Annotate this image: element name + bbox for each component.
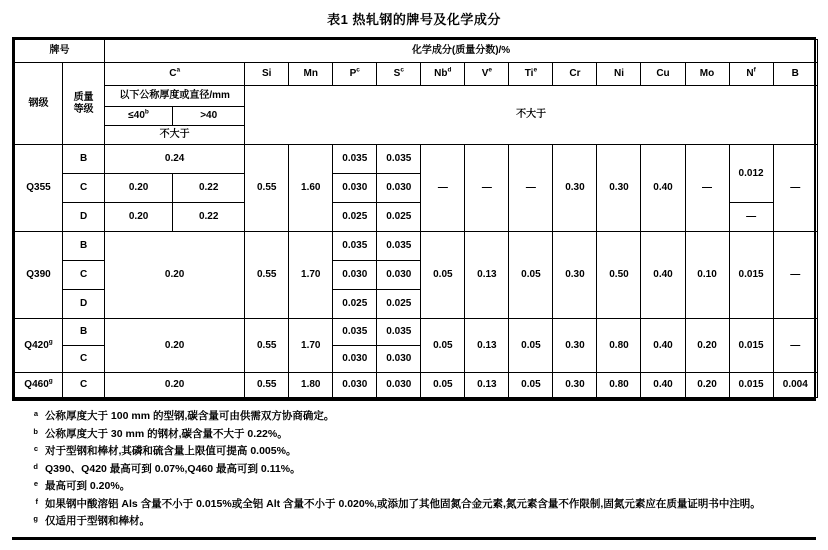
cell-c-q420: 0.20 [105,319,245,373]
header-thickness-gt40: >40 [173,107,245,126]
cell-p-q460-c: 0.030 [333,373,377,398]
cell-s-q355-c: 0.030 [377,174,421,203]
cell-s-q420-b: 0.035 [377,319,421,346]
footnote-f-mark: f [35,496,38,506]
cell-c-le40-q355-c: 0.20 [105,174,173,203]
cell-n-q355-d: — [729,203,773,232]
cell-s-q420-c: 0.030 [377,346,421,373]
cell-grade-q420: Q420$^g$ [15,319,63,373]
header-element-s: $S^c$ [377,63,421,86]
cell-quality-q390-c: C [63,261,105,290]
cell-grade-q390: Q390 [15,232,63,319]
cell-cr-q460: 0.30 [553,373,597,398]
header-element-ti: Ti$^e$ [509,63,553,86]
header-carbon [105,63,245,86]
footnote-a-mark: a [33,409,38,419]
cell-nb-q460: 0.05 [421,373,465,398]
header-not-greater-right: 不大于 [245,86,818,145]
header-grade: 钢级 [15,63,63,145]
footnote-d-mark: d [33,461,38,471]
footnote-a [12,408,816,426]
cell-ti-q420: 0.05 [509,319,553,373]
cell-p-q355-b: 0.035 [333,145,377,174]
cell-quality-q460-c: C [63,373,105,398]
cell-c-gt40-q355-c: 0.22 [173,174,245,203]
cell-ni-q420: 0.80 [597,319,641,373]
footnote-e-text: 最高可到 0.20%。 [45,480,131,493]
header-quality-line2: 等级 [73,103,94,115]
cell-c-q355-b: 0.24 [105,145,245,174]
cell-b-q420: — [773,319,817,373]
cell-grade-q460: Q460$^g$ [15,373,63,398]
cell-v-q460: 0.13 [465,373,509,398]
cell-p-q420-c: 0.030 [333,346,377,373]
cell-ni-q355: 0.30 [597,145,641,232]
cell-cr-q420: 0.30 [553,319,597,373]
header-element-mn: Mn [289,63,333,86]
cell-mn-q355: 1.60 [289,145,333,232]
cell-mn-q420: 1.70 [289,319,333,373]
header-element-nb: Nb$^d$ [421,63,465,86]
cell-s-q355-d: 0.025 [377,203,421,232]
page-title: 表1 热轧钢的牌号及化学成分 [327,12,501,27]
footnote-c-mark: c [33,444,38,454]
cell-nb-q420: 0.05 [421,319,465,373]
cell-b-q460: 0.004 [773,373,817,398]
header-thickness-le40: $\le 40^b$ [105,107,173,126]
header-quality [63,63,105,145]
cell-si-q390: 0.55 [245,232,289,319]
cell-cu-q420: 0.40 [641,319,685,373]
cell-quality-q390-b: B [63,232,105,261]
header-element-b: B [773,63,817,86]
cell-s-q460-c: 0.030 [377,373,421,398]
header-element-cu: Cu [641,63,685,86]
cell-b-q355: — [773,145,817,232]
composition-table [14,39,818,398]
footnote-e-mark: e [33,479,38,489]
cell-cu-q355: 0.40 [641,145,685,232]
cell-s-q390-d: 0.025 [377,290,421,319]
header-element-mo: Mo [685,63,729,86]
cell-quality-q390-d: D [63,290,105,319]
cell-s-q355-b: 0.035 [377,145,421,174]
header-row-elements [15,63,818,86]
cell-mn-q390: 1.70 [289,232,333,319]
cell-ti-q355: — [509,145,553,232]
cell-n-q420: 0.015 [729,319,773,373]
footnote-d [12,461,816,479]
footnote-g [12,513,816,531]
header-element-p: $P^c$ [333,63,377,86]
footnote-e [12,478,816,496]
footnote-a-text: 公称厚度大于 100 mm 的型钢,碳含量可由供需双方协商确定。 [45,410,335,423]
cell-grade-q355: Q355 [15,145,63,232]
cell-s-q390-c: 0.030 [377,261,421,290]
cell-mo-q355: — [685,145,729,232]
cell-b-q390: — [773,232,817,319]
header-element-ni: Ni [597,63,641,86]
cell-mo-q460: 0.20 [685,373,729,398]
cell-nb-q390: 0.05 [421,232,465,319]
composition-table-wrapper [12,37,816,401]
cell-s-q390-b: 0.035 [377,232,421,261]
cell-si-q420: 0.55 [245,319,289,373]
cell-si-q460: 0.55 [245,373,289,398]
cell-v-q355: — [465,145,509,232]
cell-ti-q390: 0.05 [509,232,553,319]
table-row [15,373,818,398]
table-row [15,145,818,174]
cell-c-q390: 0.20 [105,232,245,319]
header-not-greater-left: 不大于 [105,126,245,145]
footnote-b-text: 公称厚度大于 30 mm 的钢材,碳含量不大于 0.22%。 [45,427,288,440]
cell-quality-q355-d: D [63,203,105,232]
cell-quality-q420-c: C [63,346,105,373]
cell-c-le40-q355-d: 0.20 [105,203,173,232]
header-quality-line1: 质量 [73,92,94,103]
cell-n-q460: 0.015 [729,373,773,398]
cell-v-q420: 0.13 [465,319,509,373]
footnote-b [12,426,816,444]
header-element-v: Ve [465,63,509,86]
header-grade-group: 牌号 [15,40,105,63]
cell-p-q420-b: 0.035 [333,319,377,346]
footnote-d-text: Q390、Q420 最高可到 0.07%,Q460 最高可到 0.11%。 [45,462,301,475]
cell-c-q460: 0.20 [105,373,245,398]
cell-quality-q355-c: C [63,174,105,203]
header-element-si: Si [245,63,289,86]
cell-quality-q420-b: B [63,319,105,346]
cell-cr-q390: 0.30 [553,232,597,319]
cell-v-q390: 0.13 [465,232,509,319]
header-carbon-sup: a [176,66,181,74]
footnote-c-text: 对于型钢和棒材,其磷和硫含量上限值可提高 0.005%。 [45,445,297,458]
cell-n-q390: 0.015 [729,232,773,319]
footnote-g-mark: g [33,514,38,524]
footnote-f-text: 如果钢中酸溶铝 Als 含量不小于 0.015%或全铝 Alt 含量不小于 0.020%,或添加了其他固氮合金元素,氮元素含量不作限制,固氮元素应在质量证明书中注明。 [45,497,761,510]
cell-p-q390-b: 0.035 [333,232,377,261]
cell-ni-q460: 0.80 [597,373,641,398]
header-row-thickness [15,86,818,107]
cell-mn-q460: 1.80 [289,373,333,398]
header-row-group [15,40,818,63]
cell-p-q390-c: 0.030 [333,261,377,290]
header-carbon-label: C [169,68,177,80]
table-row [15,319,818,346]
cell-n-q355-bc: 0.012 [729,145,773,203]
cell-ti-q460: 0.05 [509,373,553,398]
cell-p-q355-c: 0.030 [333,174,377,203]
footnote-f [12,496,816,514]
cell-cu-q460: 0.40 [641,373,685,398]
footnote-b-mark: b [33,426,38,436]
footnote-c [12,443,816,461]
cell-ni-q390: 0.50 [597,232,641,319]
header-element-n: $N^f$ [729,63,773,86]
header-thickness-label: 以下公称厚度或直径/mm [105,86,245,107]
cell-nb-q355: — [421,145,465,232]
table-row [15,232,818,261]
cell-cr-q355: 0.30 [553,145,597,232]
cell-mo-q390: 0.10 [685,232,729,319]
cell-c-gt40-q355-d: 0.22 [173,203,245,232]
header-composition-group: 化学成分(质量分数)/% [105,40,818,63]
footnotes-section [12,401,816,540]
cell-p-q355-d: 0.025 [333,203,377,232]
footnote-g-text: 仅适用于型钢和棒材。 [45,515,150,528]
header-element-cr: Cr [553,63,597,86]
cell-si-q355: 0.55 [245,145,289,232]
cell-mo-q420: 0.20 [685,319,729,373]
cell-cu-q390: 0.40 [641,232,685,319]
cell-quality-q355-b: B [63,145,105,174]
cell-p-q390-d: 0.025 [333,290,377,319]
